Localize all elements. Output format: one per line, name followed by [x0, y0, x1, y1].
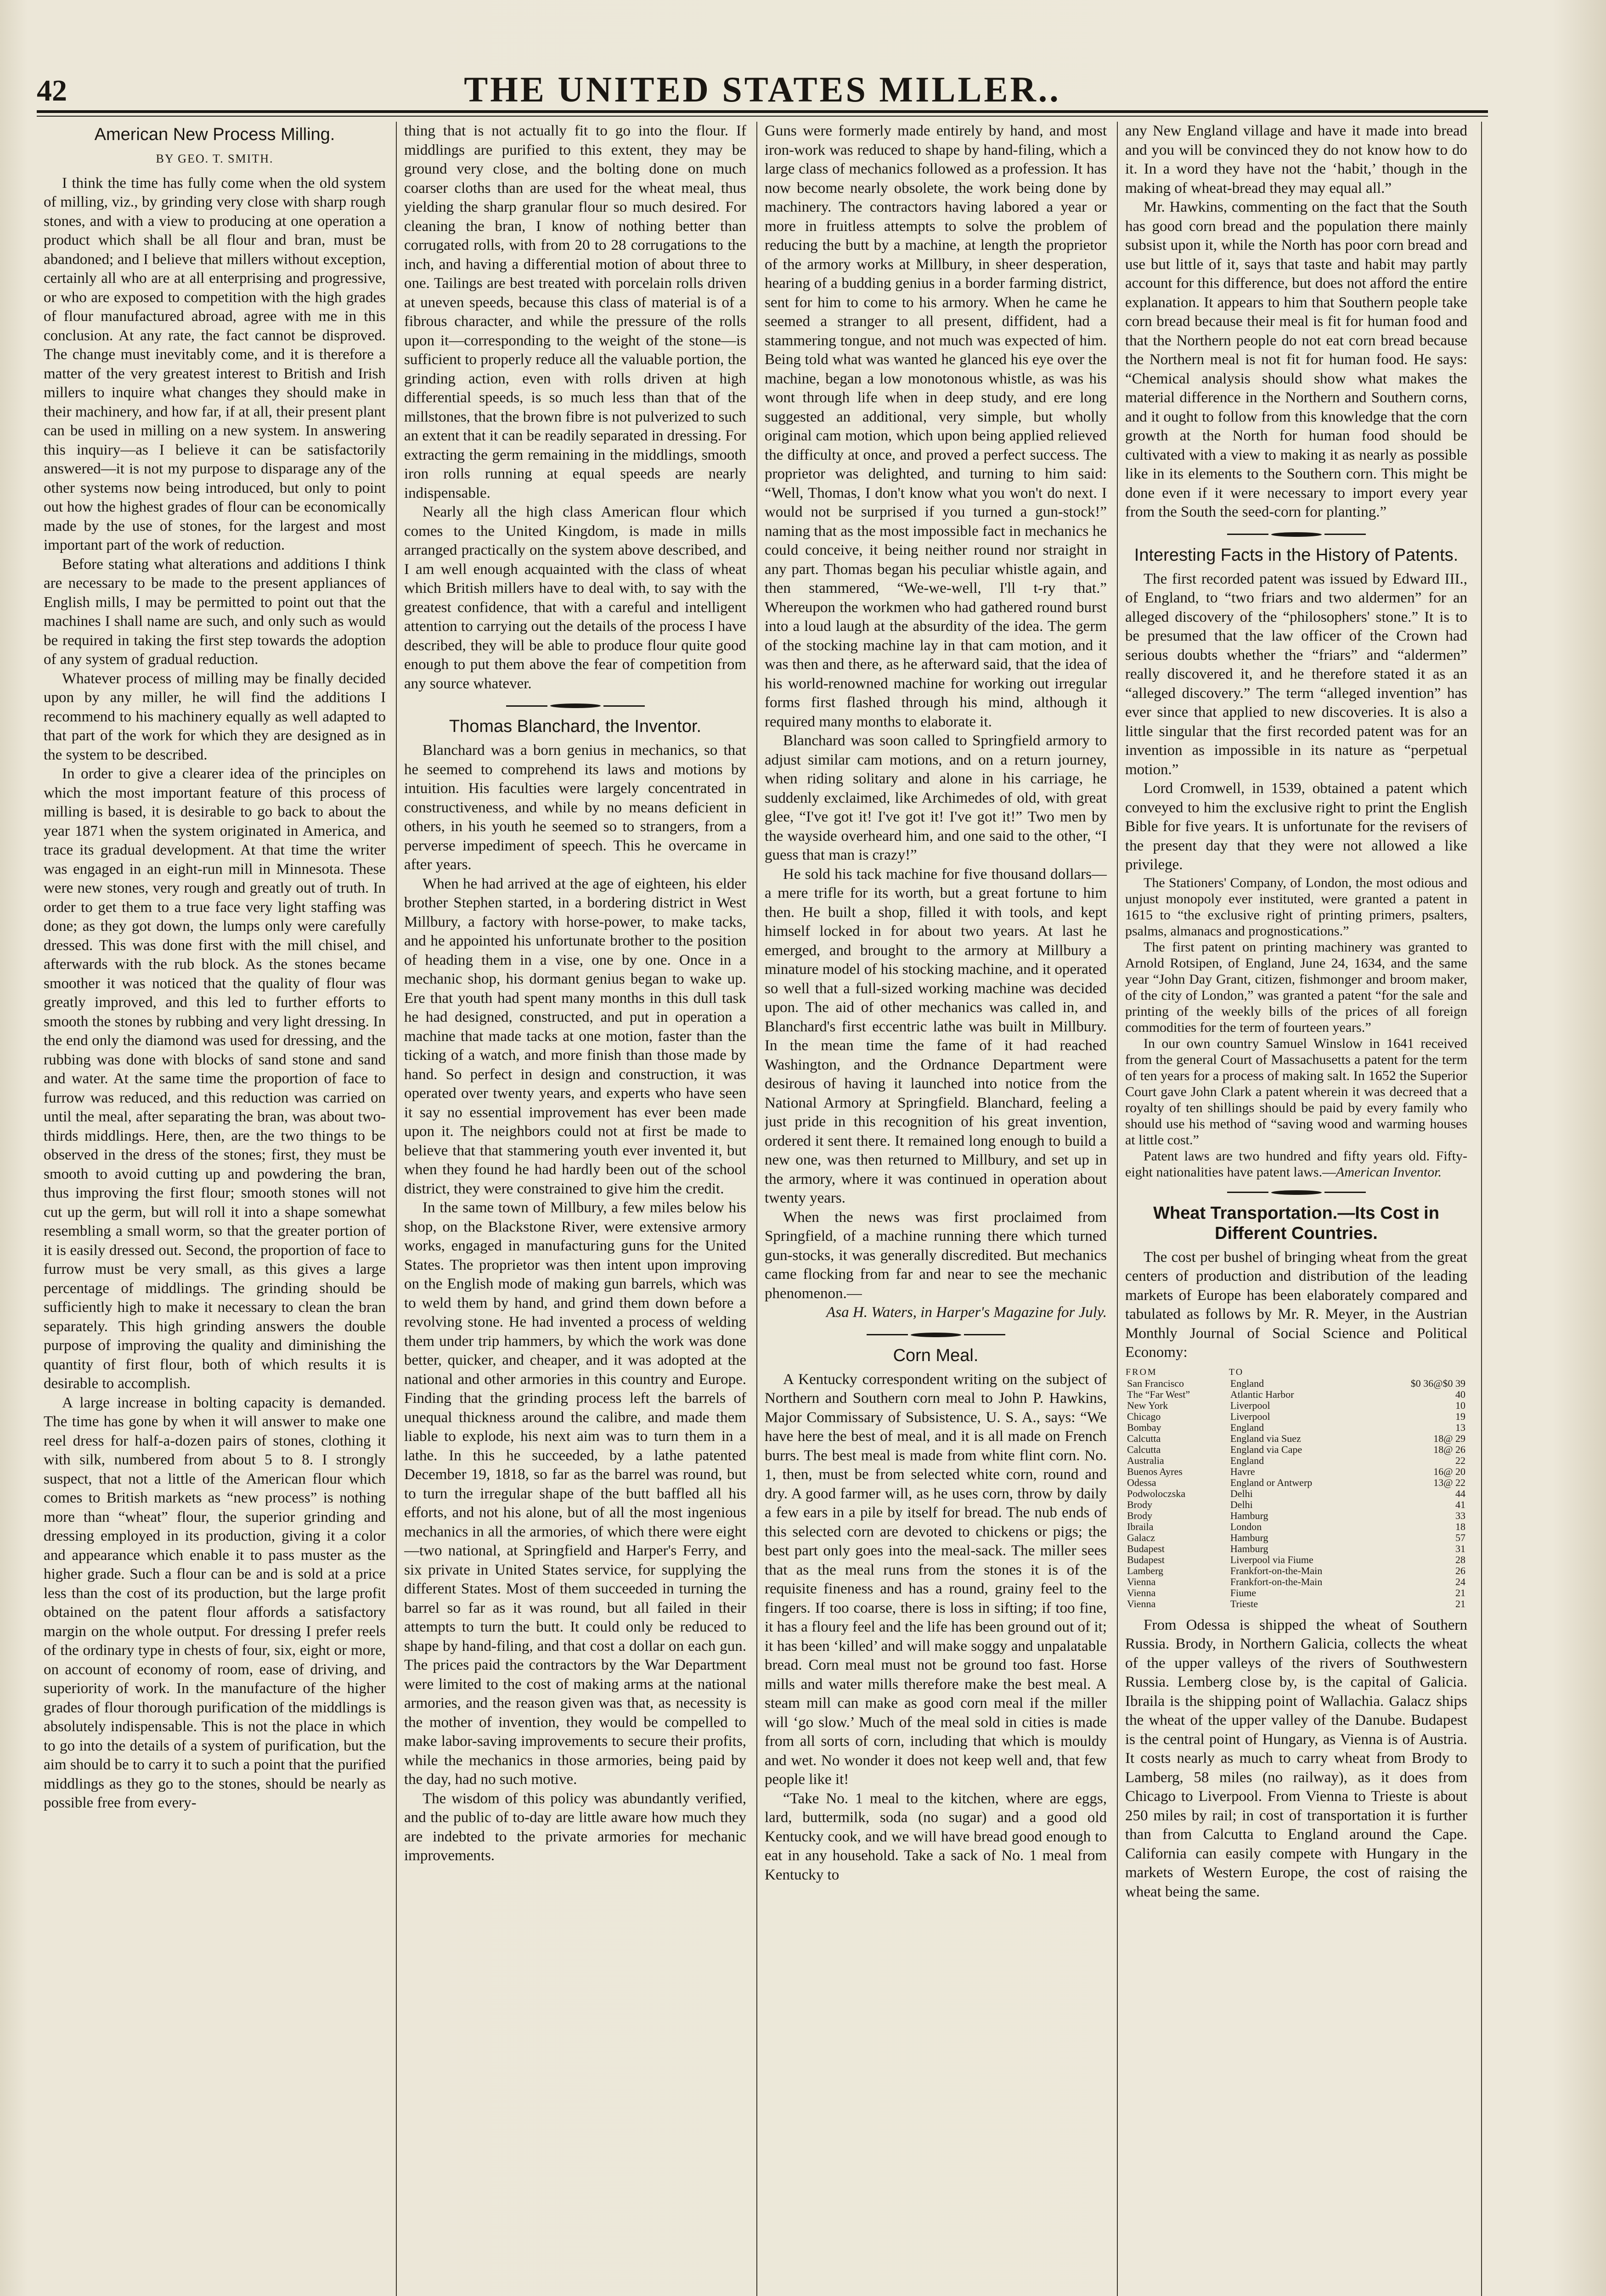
table-cell-from: Lamberg [1127, 1564, 1164, 1576]
table-cell-from: Buenos Ayres [1127, 1465, 1183, 1477]
column-rule [1117, 122, 1118, 2296]
table-cell-from: Vienna [1127, 1576, 1156, 1587]
table-row [1125, 1510, 1467, 1521]
table-row [1125, 1499, 1467, 1510]
table-row [1125, 1433, 1467, 1444]
table-cell-from: Budapest [1127, 1542, 1165, 1554]
article-title-blanchard: Thomas Blanchard, the Inventor. [449, 717, 702, 736]
table-cell-cost: 18@ 29 [1433, 1432, 1465, 1444]
column-header-to: TO [1228, 1367, 1244, 1377]
table-row [1125, 1411, 1467, 1422]
page-header [37, 69, 1488, 115]
table-cell-cost: 18 [1455, 1520, 1465, 1532]
paragraph: The wisdom of this policy was abundantly verified, and the public of to-day are little aware how much they are indebted to the private armories for mechanic improvements. [404, 1790, 746, 1864]
table-cell-from: Podwoloczska [1127, 1487, 1186, 1499]
table-cell-from: Chicago [1127, 1410, 1161, 1422]
table-header-row [1125, 1366, 1467, 1378]
paragraph: Mr. Hawkins, commenting on the fact that the South has good corn bread and the population there mainly subsist upon it, while the North has poor corn bread and use but little of it, says that taste and habit may partly account for this difference, but does not afford the entire explanation. It appears to him that Southern people take corn bread because their meal is fit for human food and that the Northern people do not eat corn bread because the Northern meal is not fit for human food. He says: “Chemical analysis should show what makes the material difference in the Northern and Southern corns, and it ought to follow from this knowledge that the corn growth at the North for human food should be cultivated with a view to making it as nearly as possible like in its elements to the Southern corn. This might be done even if it were necessary to import every year from the South the seed-corn for planting.” [1125, 199, 1467, 520]
table-cell-from: Calcutta [1127, 1432, 1161, 1444]
page-number: 42 [37, 74, 67, 107]
table-cell-cost: 13 [1455, 1421, 1465, 1433]
paragraph: A large increase in bolting capacity is demanded. The time has gone by when it will answer to make one reel dress for half-a-dozen pairs of stones, clothing it with silk, numbered from about 5 to 8. I strongly suspect, that not a little of the American flour which comes to British markets as “new process” is nothing more than “wheat” flour, the superior grinding and dressing employed in its production, giving it a color and appearance which enable it to pass muster as the higher grade. Such a flour can be and is sold at a price less than the cost of its production, but the large profit obtained on the patent flour affords a satisfactory margin on the whole output. For dressing I prefer reels of the ordinary type in chests of four, six, eight or more, on account of economy of room, ease of driving, and superiority of work. In the manufacture of the higher grades of flour thorough purification of the middlings is absolutely indispensable. This is not the place in which to go into the details of a system of purification, but the aim should be to carry it to such a point that the purified middlings as they go to the stones, should be nearly as possible free from every- [44, 1394, 386, 1811]
paragraph: The Stationers' Company, of London, the most odious and unjust monopoly ever instituted, were granted a patent in 1615 to “the exclusive right of printing primers, psalters, psalms, almanacs and prognostications.” [1125, 875, 1467, 939]
table-cell-from: Galacz [1127, 1531, 1155, 1543]
byline: BY GEO. T. SMITH. [156, 152, 274, 165]
table-cell-from: The “Far West” [1127, 1388, 1190, 1400]
paragraph: The first patent on printing machinery was granted to Arnold Rotsipen, of England, June 24, 1634, and the same year “John Day Grant, citizen, fishmonger and broom maker, of the city of London,” was granted a patent “for the sale and printing of the weekly bills of the prices of all foreign commodities for the term of fourteen years.” [1125, 939, 1467, 1035]
table-cell-to: Atlantic Harbor [1230, 1388, 1294, 1400]
table-cell-to: Hamburg [1230, 1509, 1268, 1521]
table-row [1125, 1598, 1467, 1609]
table-cell-to: Delhi [1230, 1498, 1253, 1510]
table-row [1125, 1587, 1467, 1598]
table-cell-from: Australia [1127, 1454, 1164, 1466]
paragraph: Before stating what alterations and additions I think are necessary to be made to the present appliances of English mills, I may be permitted to point out that the machines I shall name are such, and only such as would be required in taking the first step towards the adoption of any system of gradual reduction. [44, 556, 386, 668]
paragraph: Blanchard was soon called to Springfield armory to adjust similar cam motions, and on a return journey, when riding solitary and alone in his carriage, he suddenly exclaimed, like Archimedes of old, with great glee, “I've got it! I've got it! I've got it!” Two men by the wayside overheard him, and one said to the other, “I guess that man is crazy!” [765, 732, 1107, 863]
table-cell-to: Fiume [1230, 1587, 1257, 1598]
table-row [1125, 1554, 1467, 1565]
table-cell-cost: 22 [1455, 1454, 1465, 1466]
paragraph: A Kentucky correspondent writing on the subject of Northern and Southern corn meal to John P. Hawkins, Major Commissary of Subsistence, U. S. A., says: “We have here the best of meal, and it is all made on French burrs. The best meal is made from white flint corn. No. 1, then, must be from selected white corn, round and dry. A good farmer will, as he uses corn, throw by daily a few ears in a pile by itself for bread. The nub ends of this selected corn are devoted to chickens or pigs; the best part only goes into the meal-sack. The miller sees that as the meal runs from the stones it is of the requisite fineness and has a round, grainy feel to the fingers. If too coarse, there is loss in sifting; if too fine, it has a floury feel and the life has been ground out of it; it has been ‘killed’ and will make soggy and unpalatable bread. Corn meal must not be ground too fast. Horse mills and water mills therefore make the best meal. A steam mill can make as good corn meal if the miller will ‘go slow.’ Much of the meal sold in cities is made from all sorts of corn, including that which is mouldy and wet. No wonder it does not keep well and, that few people like it! [765, 1371, 1107, 1788]
table-row [1125, 1422, 1467, 1433]
table-cell-cost: $0 36@$0 39 [1410, 1377, 1465, 1389]
section-divider [765, 1333, 1107, 1337]
paragraph: Guns were formerly made entirely by hand, and most iron-work was reduced to shape by hand-filing, which a large class of mechanics followed as a profession. It has now become nearly obsolete, the work being done by machinery. The contractors having labored a year or more in fruitless attempts to solve the problem of reducing the butt by a machine, at length the proprietor of the armory works at Millbury, in sheer desperation, hearing of a budding genius in a border farming district, sent for him to come to his armory. When he came he seemed a stranger to all present, diffident, had a stammering tongue, and not much was expected of him. Being told what was wanted he glanced his eye over the machine, began a low monotonous whistle, as was his wont through life when in deep study, and ere long suggested an additional, very simple, but wholly original cam motion, which upon being applied relieved the difficulty at once, and proved a perfect success. The proprietor was delighted, and turning to him said: “Well, Thomas, I don't know what you won't do next. I would not be surprised if you turned a gun-stock!” naming that as the most impossible fact in mechanics he could conceive, it being neither round nor straight in any part. Thomas began his peculiar whistle again, and then stammered, “We-we-well, I'll t-ry that.” Whereupon the workmen who had gathered round burst into a loud laugh at the absurdity of the idea. The germ of the stocking machine lay in that cam motion, and it was then and there, as he afterward said, that the idea of his world-renowned machine for working out irregular forms first flashed through his mind, although it required many months to elaborate it. [765, 123, 1107, 730]
table-cell-cost: 13@ 22 [1433, 1476, 1465, 1488]
table-cell-to: England [1230, 1377, 1264, 1389]
table-row [1125, 1488, 1467, 1499]
section-divider [1125, 532, 1467, 537]
table-row [1125, 1444, 1467, 1455]
table-cell-to: England [1230, 1454, 1264, 1466]
table-cell-to: London [1230, 1520, 1262, 1532]
table-row [1125, 1389, 1467, 1400]
paragraph [1125, 1148, 1467, 1180]
paragraph: The first recorded patent was issued by Edward III., of England, to “two friars and two aldermen” for an alleged discovery of the “philosophers' stone.” It is to be presumed that the law officer of the Crown had serious doubts whether the “friars” and “aldermen” really discovered it, and he therefore stated it as an “alleged discovery.” The term “alleged invention” has ever since that applied to new discoveries. It is also a little singular that the first recorded patent was for an invention as impossible in its nature as “perpetual motion.” [1125, 570, 1467, 778]
table-cell-cost: 19 [1455, 1410, 1465, 1422]
table-cell-to: Frankfort-on-the-Main [1230, 1576, 1323, 1587]
table-row [1125, 1455, 1467, 1466]
table-row [1125, 1466, 1467, 1477]
table-cell-cost: 44 [1455, 1487, 1465, 1499]
table-cell-to: Frankfort-on-the-Main [1230, 1564, 1323, 1576]
table-cell-to: Delhi [1230, 1487, 1253, 1499]
article-title-patents: Interesting Facts in the History of Patents. [1134, 545, 1459, 565]
paragraph: any New England village and have it made into bread and you will be convinced they do not know how to do it. In a word they have not the ‘habit,’ though in the making of wheat-bread they may equal all.” [1125, 123, 1467, 197]
article-title-corn-meal: Corn Meal. [893, 1345, 979, 1365]
table-cell-to: Liverpool [1230, 1410, 1270, 1422]
column-4 [1125, 122, 1467, 2296]
paragraph: Whatever process of milling may be finally decided upon by any miller, he will find the additions I recommend to his machinery equally as well adapted to that part of the work for which they are designed as in the system to be described. [44, 670, 386, 763]
table-cell-cost: 41 [1455, 1498, 1465, 1510]
table-row [1125, 1576, 1467, 1587]
column-header-from: FROM [1126, 1367, 1157, 1377]
column-3 [765, 122, 1107, 2296]
table-cell-cost: 57 [1455, 1531, 1465, 1543]
table-cell-from: New York [1127, 1399, 1168, 1411]
article-credit: American Inventor. [1336, 1164, 1442, 1180]
section-divider [1125, 1190, 1467, 1195]
table-cell-cost: 21 [1455, 1598, 1465, 1609]
article-title-milling: American New Process Milling. [94, 125, 335, 144]
table-cell-cost: 33 [1455, 1509, 1465, 1521]
column-1 [44, 122, 386, 2296]
shipping-cost-table [1125, 1366, 1467, 1609]
table-cell-to: England via Cape [1230, 1443, 1302, 1455]
column-rule [756, 122, 757, 2296]
paragraph: Nearly all the high class American flour which comes to the United Kingdom, is made in mills arranged practically on the system above described, and I am well enough acquainted with the class of wheat which British millers have to deal with, to say with the greatest confidence, that with a careful and intelligent attention to carrying out the details of the process I have described, they will be able to produce flour quite good enough to put them above the fear of competition from any source whatever. [404, 504, 746, 692]
header-rule [37, 110, 1488, 117]
table-cell-from: Vienna [1127, 1598, 1156, 1609]
section-divider [404, 703, 746, 708]
masthead: THE UNITED STATES MILLER.. [464, 69, 1061, 109]
table-cell-to: England [1230, 1421, 1264, 1433]
table-cell-cost: 26 [1455, 1564, 1465, 1576]
table-cell-from: Odessa [1127, 1476, 1156, 1488]
table-row [1125, 1521, 1467, 1532]
paragraph: Lord Cromwell, in 1539, obtained a patent which conveyed to him the exclusive right to print the English Bible for five years. It is unfortunate for the revisers of the present day that they were not allowed a like privilege. [1125, 780, 1467, 873]
paragraph: In the same town of Millbury, a few miles below his shop, on the Blackstone River, were extensive armory works, engaged in manufacturing guns for the United States. The proprietor was then intent upon improving on the English mode of making gun barrels, which was to weld them by hand, and grind them down before a revolving stone. He had invented a process of welding them under trip hammers, by which the work was done better, quicker, and cheaper, and it was adopted at the national and other armories in this country and Europe. Finding that the grinding process left the barrels of unequal thickness around the calibre, and made them liable to explode, his next aim was to turn them in a lathe. In this he succeeded, by a lathe patented December 19, 1818, so far as the barrel was round, but to turn the irregular shape of the butt baffled all his efforts, and not his alone, but of all the most ingenious mechanics in all the armories, of which there were eight—two national, at Springfield and Harper's Ferry, and six private in United States service, for supplying the different States. Most of them succeeded in turning the barrel so far as it was round, but all failed in their attempts to turn the butt. It could only be reduced to shape by hand-filing, and that cost a dollar on each gun. The prices paid the contractors by the War Department were limited to the cost of making arms at the national armories, and the reason given was that, as necessity is the mother of invention, they would be compelled to make labor-saving improvements to secure their profits, while the mechanics in those armories, being paid by the day, had no such motive. [404, 1199, 746, 1788]
table-cell-from: Ibraila [1127, 1520, 1154, 1532]
table-cell-cost: 40 [1455, 1388, 1465, 1400]
table-cell-from: Bombay [1127, 1421, 1161, 1433]
paragraph: Blanchard was a born genius in mechanics, so that he seemed to comprehend its laws and motions by intuition. His faculties were largely concentrated in constructiveness, and while by no means deficient in others, in his youth he seemed so to strangers, from a perverse impediment of speech. This he overcame in after years. [404, 742, 746, 873]
paragraph-text: Patent laws are two hundred and fifty years old. Fifty-eight nationalities have patent laws.— [1125, 1148, 1467, 1180]
paragraph: The cost per bushel of bringing wheat from the great centers of production and distribution of the leading markets of Europe has been elaborately compared and tabulated as follows by Mr. R. Meyer, in the Austrian Monthly Journal of Social Science and Political Economy: [1125, 1249, 1467, 1361]
table-cell-cost: 28 [1455, 1553, 1465, 1565]
paragraph: He sold his tack machine for five thousand dollars—a mere trifle for its worth, but a great fortune to him then. He built a shop, filled it with tools, and kept himself locked in for about two years. At last he emerged, and brought to the armory at Millbury a minature model of his stocking machine, and it operated so well that a full-sized working machine was decided upon. The aid of other mechanics was called in, and Blanchard's first eccentric lathe was built in Millbury. In the mean time the fame of it had reached Washington, and the Ordnance Department were desirous of having it launched into notice from the National Armory at Springfield. Blanchard, feeling a just pride in this recognition of his great invention, ordered it sent there. It remained long enough to build a new one, was then returned to Millbury, and set up in the armory, where it was continued in operation about twenty years. [765, 866, 1107, 1206]
table-row [1125, 1400, 1467, 1411]
table-cell-from: Budapest [1127, 1553, 1165, 1565]
table-cell-from: Brody [1127, 1498, 1152, 1510]
paragraph: I think the time has fully come when the old system of milling, viz., by grinding very close with sharp rough stones, and with a view to producing at one operation a product which shall be all flour and bran, must be abandoned; and I believe that millers without exception, certainly all who are at all enterprising and progressive, or who are exposed to competition with the high grades of flour manufactured abroad, agree with me in this conclusion. At any rate, the fact cannot be disproved. The change must inevitably come, and it is therefore a matter of the very greatest interest to British and Irish millers to inquire what changes they should make in their machinery, and how far, if at all, their present plant can be used in milling on a new system. In answering this inquiry—as I believe it can be satisfactorily answered—it is not my purpose to disparage any of the other systems now being introduced, but only to point out how the highest grades of flour can be economically made by the use of stones, for the largest and most important part of the work of reduction. [44, 174, 386, 553]
paragraph: In our own country Samuel Winslow in 1641 received from the general Court of Massachusetts a patent for the term of ten years for a process of making salt. In 1652 the Superior Court gave John Clark a patent wherein it was decreed that a royalty of ten shillings should be paid by every family who should use his method of “saving wood and warming houses at little cost.” [1125, 1035, 1467, 1148]
table-row [1125, 1543, 1467, 1554]
table-body [1125, 1378, 1467, 1609]
table-cell-cost: 21 [1455, 1587, 1465, 1598]
table-cell-to: Hamburg [1230, 1542, 1268, 1554]
table-cell-to: England or Antwerp [1230, 1476, 1313, 1488]
table-row [1125, 1565, 1467, 1576]
table-cell-cost: 18@ 26 [1433, 1443, 1465, 1455]
table-cell-from: San Francisco [1127, 1377, 1184, 1389]
table-cell-cost: 10 [1455, 1399, 1465, 1411]
column-rule [1481, 122, 1482, 2296]
article-credit: Asa H. Waters, in Harper's Magazine for July. [826, 1304, 1107, 1321]
paragraph: From Odessa is shipped the wheat of Southern Russia. Brody, in Northern Galicia, collects the wheat of the upper valleys of the rivers of Southwestern Russia. Lemberg close by, is the capital of Galicia. Ibraila is the shipping point of Wallachia. Galacz ships the wheat of the upper valley of the Danube. Budapest is the central point of Hungary, as Vienna is of Austria. It costs nearly as much to carry wheat from Brody to Lamberg, 58 miles (no railway), as it does from Chicago to Liverpool. From Vienna to Trieste is about 250 miles by rail; in cost of transportation it is further than from Calcutta to England around the Cape. California can easily compete with Hungary in the markets of Western Europe, the cost of raising the wheat being the same. [1125, 1616, 1467, 1900]
table-cell-to: Liverpool [1230, 1399, 1270, 1411]
table-cell-from: Calcutta [1127, 1443, 1161, 1455]
table-cell-cost: 31 [1455, 1542, 1465, 1554]
article-title-wheat: Wheat Transportation.—Its Cost in Different Countries. [1153, 1203, 1439, 1243]
table-cell-to: Trieste [1230, 1598, 1258, 1609]
paragraph: When the news was first proclaimed from Springfield, of a machine running there which turned gun-stocks, it was generally discredited. But mechanics came flocking from far and near to see the mechanic phenomenon.— [765, 1209, 1107, 1302]
paragraph: In order to give a clearer idea of the principles on which the most important feature of this process of milling is based, it is desirable to go back to about the year 1871 when the system originated in America, and trace its gradual development. At that time the writer was engaged in an eight-run mill in Minnesota. These were new stones, very rough and greatly out of truth. In order to get them to a true face very light staffing was done; as they got down, the lumps only were carefully dressed. This was done first with the mill chisel, and afterwards with the rub block. As the stones became smoother it was noticed that the quality of flour was greatly improved, and this led to further efforts to smooth the stones by rubbing and very light dressing. In the end only the diamond was used for dressing, and the rubbing was done with blocks of sand stone and sand and water. At the same time the proportion of face to furrow was reduced, and this reduction was carried on until the meal, after separating the bran, was about two-thirds middlings. Here, then, are the two things to be observed in the dress of the stones; first, they must be smooth to avoid cutting up and powdering the bran, thus improving the first flour; smooth stones will not cut up the germ, but will roll it into a shape somewhat resembling a small worm, so that the greater portion of it is easily dressed out. Second, the proportion of face to furrow must be very small, as this gives a large percentage of middlings. The grinding should be sufficiently high to make it necessary to clean the bran separately. This high grinding answers the double purpose of improving the quality and diminishing the quantity of first flour, both of which results it is desirable to accomplish. [44, 765, 386, 1392]
table-cell-from: Brody [1127, 1509, 1152, 1521]
table-cell-to: Hamburg [1230, 1531, 1268, 1543]
column-2 [404, 122, 746, 2296]
table-row [1125, 1477, 1467, 1488]
column-rule [396, 122, 397, 2296]
table-cell-cost: 24 [1455, 1576, 1465, 1587]
paragraph: When he had arrived at the age of eighteen, his elder brother Stephen started, in a bordering district in West Millbury, a factory with horse-power, to make tacks, and he appointed his unfortunate brother to the position of heading them in a vise, one by one. Once in a mechanic shop, his dormant genius began to wake up. Ere that youth had spent many months in this dull task he had designed, constructed, and put in operation a machine that made tacks at one motion, faster than the ticking of a watch, and more finish than those made by hand. So perfect in design and construction, it was operated over twenty years, and experts who have seen it say no essential improvement has ever been made upon it. The neighbors could not at first be made to believe that that stammering youth ever invented it, but when they found he had hardly been out of the school district, they were constrained to give him the credit. [404, 875, 746, 1197]
table-cell-to: Havre [1230, 1465, 1255, 1477]
table-row [1125, 1532, 1467, 1543]
table-cell-to: England via Suez [1230, 1432, 1301, 1444]
table-row [1125, 1378, 1467, 1389]
table-cell-to: Liverpool via Fiume [1230, 1553, 1313, 1565]
table-cell-from: Vienna [1127, 1587, 1156, 1598]
table-cell-cost: 16@ 20 [1433, 1465, 1465, 1477]
paragraph: “Take No. 1 meal to the kitchen, where are eggs, lard, buttermilk, soda (no sugar) and a good old Kentucky cook, and we will have bread good enough to eat in any household. Take a sack of No. 1 meal from Kentucky to [765, 1790, 1107, 1883]
paragraph: thing that is not actually fit to go into the flour. If middlings are purified to this extent, they may be ground very close, and the bolting done on much coarser cloths than are used for the wheat meal, thus yielding the sharp granular flour so much desired. For cleaning the bran, I know of nothing better than corrugated rolls, with from 20 to 28 corrugations to the inch, and having a differential motion of about three to one. Tailings are best treated with porcelain rolls driven at uneven speeds, because this class of material is of a fibrous character, and while the pressure of the rolls upon it—corresponding to the weight of the stone—is sufficient to properly reduce all the valuable portion, the grinding action, even with rolls driven at high differential speeds, is so much less than that of the millstones, that the brown fibre is not pulverized to such an extent that it can be readily separated in dressing. For extracting the germ remaining in the middlings, smooth iron rolls running at equal speeds are nearly indispensable. [404, 123, 746, 501]
column-header-cost [1377, 1366, 1467, 1378]
